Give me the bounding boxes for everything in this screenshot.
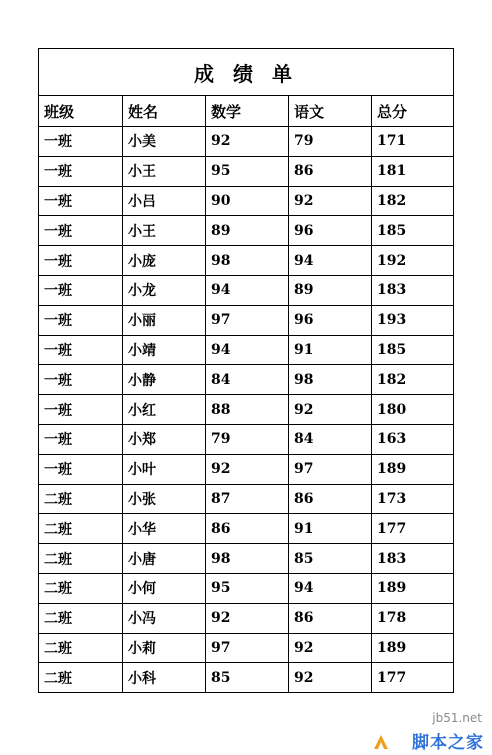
table-row [39, 335, 454, 365]
cell-class: 一班 [39, 424, 123, 454]
cell-total: 180 [372, 395, 454, 425]
table-row [39, 633, 454, 663]
cell-class: 一班 [39, 246, 123, 276]
cell-chinese: 92 [289, 663, 372, 693]
cell-math: 89 [206, 216, 289, 246]
watermark-url: jb51.net [432, 711, 482, 725]
table-row [39, 484, 454, 514]
cell-name: 小丽 [123, 305, 206, 335]
cell-chinese: 91 [289, 514, 372, 544]
cell-class: 一班 [39, 395, 123, 425]
cell-total: 163 [372, 424, 454, 454]
header-class: 班级 [39, 96, 123, 127]
cell-total: 189 [372, 454, 454, 484]
cell-total: 189 [372, 573, 454, 603]
grade-table [38, 48, 454, 693]
table-row [39, 127, 454, 157]
cell-math: 84 [206, 365, 289, 395]
cell-class: 二班 [39, 573, 123, 603]
table-row [39, 275, 454, 305]
cell-math: 90 [206, 186, 289, 216]
table-row [39, 424, 454, 454]
cell-math: 97 [206, 305, 289, 335]
cell-chinese: 97 [289, 454, 372, 484]
cell-name: 小华 [123, 514, 206, 544]
cell-name: 小吕 [123, 186, 206, 216]
header-row [39, 96, 454, 127]
cell-chinese: 84 [289, 424, 372, 454]
header-math: 数学 [206, 96, 289, 127]
cell-class: 一班 [39, 454, 123, 484]
table-row [39, 246, 454, 276]
cell-chinese: 89 [289, 275, 372, 305]
cell-math: 92 [206, 127, 289, 157]
cell-math: 87 [206, 484, 289, 514]
table-row [39, 663, 454, 693]
table-row [39, 514, 454, 544]
cell-math: 92 [206, 454, 289, 484]
header-name: 姓名 [123, 96, 206, 127]
cell-math: 97 [206, 633, 289, 663]
cell-total: 178 [372, 603, 454, 633]
table-title: 成 绩 单 [39, 49, 454, 96]
cell-class: 一班 [39, 127, 123, 157]
watermark-name: 脚本之家 [410, 728, 484, 753]
cell-name: 小王 [123, 216, 206, 246]
cell-total: 173 [372, 484, 454, 514]
cell-math: 94 [206, 275, 289, 305]
cell-class: 二班 [39, 544, 123, 574]
cell-name: 小莉 [123, 633, 206, 663]
cell-chinese: 91 [289, 335, 372, 365]
cell-name: 小王 [123, 156, 206, 186]
cell-total: 183 [372, 275, 454, 305]
cell-total: 182 [372, 365, 454, 395]
cell-math: 94 [206, 335, 289, 365]
cell-class: 二班 [39, 633, 123, 663]
cell-name: 小靖 [123, 335, 206, 365]
title-row [39, 49, 454, 96]
cell-math: 98 [206, 544, 289, 574]
grade-sheet [38, 48, 453, 693]
watermark-logo-icon [372, 733, 390, 751]
cell-math: 79 [206, 424, 289, 454]
cell-math: 88 [206, 395, 289, 425]
cell-class: 一班 [39, 216, 123, 246]
cell-class: 一班 [39, 365, 123, 395]
table-row [39, 186, 454, 216]
cell-name: 小唐 [123, 544, 206, 574]
table-row [39, 544, 454, 574]
table-row [39, 573, 454, 603]
cell-total: 181 [372, 156, 454, 186]
cell-chinese: 96 [289, 216, 372, 246]
cell-total: 185 [372, 335, 454, 365]
cell-total: 177 [372, 663, 454, 693]
cell-chinese: 86 [289, 603, 372, 633]
cell-math: 92 [206, 603, 289, 633]
table-row [39, 603, 454, 633]
cell-math: 95 [206, 573, 289, 603]
table-row [39, 216, 454, 246]
cell-math: 95 [206, 156, 289, 186]
cell-name: 小庞 [123, 246, 206, 276]
table-row [39, 305, 454, 335]
cell-chinese: 92 [289, 395, 372, 425]
cell-chinese: 86 [289, 156, 372, 186]
cell-chinese: 79 [289, 127, 372, 157]
cell-name: 小郑 [123, 424, 206, 454]
cell-class: 一班 [39, 335, 123, 365]
cell-chinese: 98 [289, 365, 372, 395]
cell-chinese: 92 [289, 633, 372, 663]
header-chinese: 语文 [289, 96, 372, 127]
table-row [39, 365, 454, 395]
cell-total: 189 [372, 633, 454, 663]
cell-name: 小叶 [123, 454, 206, 484]
cell-math: 85 [206, 663, 289, 693]
table-body [39, 49, 454, 693]
cell-name: 小红 [123, 395, 206, 425]
cell-chinese: 92 [289, 186, 372, 216]
cell-chinese: 86 [289, 484, 372, 514]
cell-class: 一班 [39, 275, 123, 305]
cell-chinese: 94 [289, 246, 372, 276]
cell-name: 小静 [123, 365, 206, 395]
table-row [39, 454, 454, 484]
cell-name: 小冯 [123, 603, 206, 633]
cell-name: 小美 [123, 127, 206, 157]
cell-name: 小何 [123, 573, 206, 603]
cell-chinese: 94 [289, 573, 372, 603]
cell-math: 86 [206, 514, 289, 544]
cell-total: 183 [372, 544, 454, 574]
cell-class: 二班 [39, 663, 123, 693]
table-row [39, 395, 454, 425]
cell-name: 小龙 [123, 275, 206, 305]
site-watermark [368, 711, 488, 753]
cell-class: 二班 [39, 603, 123, 633]
cell-chinese: 85 [289, 544, 372, 574]
cell-name: 小张 [123, 484, 206, 514]
cell-total: 185 [372, 216, 454, 246]
cell-class: 一班 [39, 305, 123, 335]
cell-name: 小科 [123, 663, 206, 693]
cell-total: 182 [372, 186, 454, 216]
cell-total: 177 [372, 514, 454, 544]
cell-class: 一班 [39, 156, 123, 186]
cell-math: 98 [206, 246, 289, 276]
header-total: 总分 [372, 96, 454, 127]
cell-chinese: 96 [289, 305, 372, 335]
table-row [39, 156, 454, 186]
cell-total: 171 [372, 127, 454, 157]
cell-class: 二班 [39, 514, 123, 544]
cell-class: 二班 [39, 484, 123, 514]
cell-class: 一班 [39, 186, 123, 216]
cell-total: 192 [372, 246, 454, 276]
cell-total: 193 [372, 305, 454, 335]
